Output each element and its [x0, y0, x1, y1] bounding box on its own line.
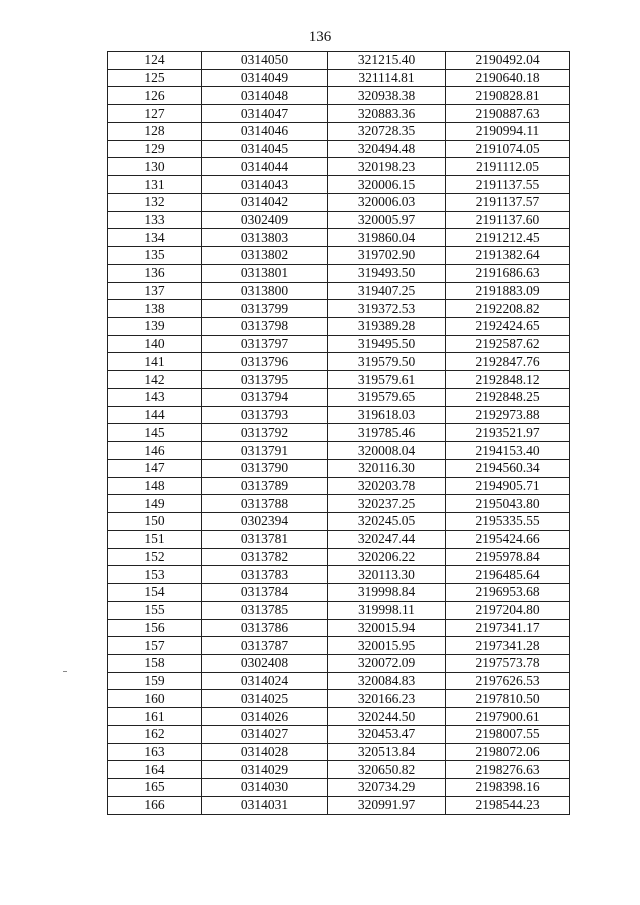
point-id-cell: 0313786 [202, 619, 328, 637]
x-coordinate-cell: 320244.50 [328, 708, 446, 726]
x-coordinate-cell: 320513.84 [328, 743, 446, 761]
y-coordinate-cell: 2191074.05 [446, 140, 570, 158]
table-row [108, 725, 570, 743]
point-id-cell: 0302394 [202, 513, 328, 531]
y-coordinate-cell: 2191686.63 [446, 264, 570, 282]
y-coordinate-cell: 2197341.17 [446, 619, 570, 637]
x-coordinate-cell: 319579.50 [328, 353, 446, 371]
x-coordinate-cell: 320453.47 [328, 725, 446, 743]
table-row [108, 584, 570, 602]
y-coordinate-cell: 2196953.68 [446, 584, 570, 602]
table-row [108, 495, 570, 513]
point-id-cell: 0314025 [202, 690, 328, 708]
x-coordinate-cell: 320237.25 [328, 495, 446, 513]
x-coordinate-cell: 319579.61 [328, 371, 446, 389]
y-coordinate-cell: 2191112.05 [446, 158, 570, 176]
point-id-cell: 0313788 [202, 495, 328, 513]
x-coordinate-cell: 319702.90 [328, 247, 446, 265]
row-index-cell: 163 [108, 743, 202, 761]
point-id-cell: 0314048 [202, 87, 328, 105]
point-id-cell: 0313801 [202, 264, 328, 282]
point-id-cell: 0313793 [202, 406, 328, 424]
x-coordinate-cell: 320206.22 [328, 548, 446, 566]
point-id-cell: 0313787 [202, 637, 328, 655]
point-id-cell: 0314026 [202, 708, 328, 726]
table-row [108, 335, 570, 353]
table-body [108, 52, 570, 815]
table-row [108, 176, 570, 194]
row-index-cell: 150 [108, 513, 202, 531]
y-coordinate-cell: 2190492.04 [446, 52, 570, 70]
point-id-cell: 0313799 [202, 300, 328, 318]
y-coordinate-cell: 2194153.40 [446, 442, 570, 460]
row-index-cell: 145 [108, 424, 202, 442]
x-coordinate-cell: 319389.28 [328, 318, 446, 336]
y-coordinate-cell: 2191137.55 [446, 176, 570, 194]
x-coordinate-cell: 320198.23 [328, 158, 446, 176]
y-coordinate-cell: 2191382.64 [446, 247, 570, 265]
row-index-cell: 147 [108, 459, 202, 477]
point-id-cell: 0313785 [202, 601, 328, 619]
x-coordinate-cell: 320734.29 [328, 779, 446, 797]
point-id-cell: 0313791 [202, 442, 328, 460]
point-id-cell: 0313784 [202, 584, 328, 602]
table-row [108, 69, 570, 87]
table-row [108, 513, 570, 531]
table-row [108, 708, 570, 726]
x-coordinate-cell: 320245.05 [328, 513, 446, 531]
point-id-cell: 0314030 [202, 779, 328, 797]
x-coordinate-cell: 320072.09 [328, 654, 446, 672]
row-index-cell: 139 [108, 318, 202, 336]
x-coordinate-cell: 320494.48 [328, 140, 446, 158]
y-coordinate-cell: 2190640.18 [446, 69, 570, 87]
y-coordinate-cell: 2195978.84 [446, 548, 570, 566]
row-index-cell: 146 [108, 442, 202, 460]
y-coordinate-cell: 2190994.11 [446, 122, 570, 140]
table-row [108, 140, 570, 158]
row-index-cell: 155 [108, 601, 202, 619]
point-id-cell: 0313789 [202, 477, 328, 495]
table-row [108, 87, 570, 105]
table-row [108, 796, 570, 814]
x-coordinate-cell: 320166.23 [328, 690, 446, 708]
y-coordinate-cell: 2198007.55 [446, 725, 570, 743]
row-index-cell: 153 [108, 566, 202, 584]
point-id-cell: 0314050 [202, 52, 328, 70]
x-coordinate-cell: 319579.65 [328, 388, 446, 406]
y-coordinate-cell: 2197810.50 [446, 690, 570, 708]
row-index-cell: 133 [108, 211, 202, 229]
row-index-cell: 152 [108, 548, 202, 566]
x-coordinate-cell: 320728.35 [328, 122, 446, 140]
point-id-cell: 0314045 [202, 140, 328, 158]
x-coordinate-cell: 320247.44 [328, 530, 446, 548]
y-coordinate-cell: 2196485.64 [446, 566, 570, 584]
point-id-cell: 0314031 [202, 796, 328, 814]
y-coordinate-cell: 2193521.97 [446, 424, 570, 442]
coordinates-table [107, 51, 570, 815]
x-coordinate-cell: 320005.97 [328, 211, 446, 229]
y-coordinate-cell: 2194905.71 [446, 477, 570, 495]
y-coordinate-cell: 2192973.88 [446, 406, 570, 424]
point-id-cell: 0313803 [202, 229, 328, 247]
y-coordinate-cell: 2198398.16 [446, 779, 570, 797]
x-coordinate-cell: 321114.81 [328, 69, 446, 87]
y-coordinate-cell: 2194560.34 [446, 459, 570, 477]
point-id-cell: 0314027 [202, 725, 328, 743]
row-index-cell: 143 [108, 388, 202, 406]
x-coordinate-cell: 320116.30 [328, 459, 446, 477]
y-coordinate-cell: 2192848.12 [446, 371, 570, 389]
table-row [108, 406, 570, 424]
table-row [108, 690, 570, 708]
y-coordinate-cell: 2190887.63 [446, 105, 570, 123]
y-coordinate-cell: 2192848.25 [446, 388, 570, 406]
row-index-cell: 166 [108, 796, 202, 814]
row-index-cell: 160 [108, 690, 202, 708]
table-row [108, 158, 570, 176]
x-coordinate-cell: 319998.11 [328, 601, 446, 619]
x-coordinate-cell: 319618.03 [328, 406, 446, 424]
point-id-cell: 0314049 [202, 69, 328, 87]
x-coordinate-cell: 320084.83 [328, 672, 446, 690]
row-index-cell: 157 [108, 637, 202, 655]
x-coordinate-cell: 319860.04 [328, 229, 446, 247]
y-coordinate-cell: 2191137.60 [446, 211, 570, 229]
row-index-cell: 124 [108, 52, 202, 70]
row-index-cell: 129 [108, 140, 202, 158]
y-coordinate-cell: 2198276.63 [446, 761, 570, 779]
x-coordinate-cell: 320006.03 [328, 193, 446, 211]
row-index-cell: 134 [108, 229, 202, 247]
row-index-cell: 131 [108, 176, 202, 194]
y-coordinate-cell: 2198072.06 [446, 743, 570, 761]
x-coordinate-cell: 320113.30 [328, 566, 446, 584]
row-index-cell: 127 [108, 105, 202, 123]
table-row [108, 122, 570, 140]
y-coordinate-cell: 2192208.82 [446, 300, 570, 318]
point-id-cell: 0313795 [202, 371, 328, 389]
point-id-cell: 0302408 [202, 654, 328, 672]
point-id-cell: 0314024 [202, 672, 328, 690]
y-coordinate-cell: 2198544.23 [446, 796, 570, 814]
point-id-cell: 0313794 [202, 388, 328, 406]
point-id-cell: 0313781 [202, 530, 328, 548]
x-coordinate-cell: 320650.82 [328, 761, 446, 779]
row-index-cell: 148 [108, 477, 202, 495]
table-row [108, 105, 570, 123]
point-id-cell: 0302409 [202, 211, 328, 229]
point-id-cell: 0313797 [202, 335, 328, 353]
point-id-cell: 0314043 [202, 176, 328, 194]
page-number: 136 [308, 29, 332, 45]
y-coordinate-cell: 2195424.66 [446, 530, 570, 548]
x-coordinate-cell: 319495.50 [328, 335, 446, 353]
table-row [108, 264, 570, 282]
x-coordinate-cell: 320006.15 [328, 176, 446, 194]
row-index-cell: 128 [108, 122, 202, 140]
row-index-cell: 135 [108, 247, 202, 265]
y-coordinate-cell: 2197626.53 [446, 672, 570, 690]
row-index-cell: 125 [108, 69, 202, 87]
row-index-cell: 144 [108, 406, 202, 424]
x-coordinate-cell: 319372.53 [328, 300, 446, 318]
point-id-cell: 0313796 [202, 353, 328, 371]
x-coordinate-cell: 320008.04 [328, 442, 446, 460]
table-row [108, 424, 570, 442]
point-id-cell: 0313792 [202, 424, 328, 442]
row-index-cell: 156 [108, 619, 202, 637]
table-row [108, 477, 570, 495]
x-coordinate-cell: 319407.25 [328, 282, 446, 300]
table-row [108, 672, 570, 690]
y-coordinate-cell: 2192587.62 [446, 335, 570, 353]
row-index-cell: 140 [108, 335, 202, 353]
y-coordinate-cell: 2195335.55 [446, 513, 570, 531]
point-id-cell: 0314042 [202, 193, 328, 211]
row-index-cell: 159 [108, 672, 202, 690]
point-id-cell: 0313790 [202, 459, 328, 477]
table-row [108, 318, 570, 336]
point-id-cell: 0314046 [202, 122, 328, 140]
x-coordinate-cell: 320938.38 [328, 87, 446, 105]
y-coordinate-cell: 2191212.45 [446, 229, 570, 247]
x-coordinate-cell: 321215.40 [328, 52, 446, 70]
x-coordinate-cell: 319998.84 [328, 584, 446, 602]
table-row [108, 530, 570, 548]
y-coordinate-cell: 2195043.80 [446, 495, 570, 513]
row-index-cell: 136 [108, 264, 202, 282]
y-coordinate-cell: 2191883.09 [446, 282, 570, 300]
row-index-cell: 141 [108, 353, 202, 371]
x-coordinate-cell: 319493.50 [328, 264, 446, 282]
table-row [108, 211, 570, 229]
table-row [108, 442, 570, 460]
row-index-cell: 162 [108, 725, 202, 743]
row-index-cell: 142 [108, 371, 202, 389]
table-row [108, 566, 570, 584]
row-index-cell: 154 [108, 584, 202, 602]
table-row [108, 229, 570, 247]
table-row [108, 761, 570, 779]
row-index-cell: 132 [108, 193, 202, 211]
y-coordinate-cell: 2192424.65 [446, 318, 570, 336]
row-index-cell: 126 [108, 87, 202, 105]
x-coordinate-cell: 320015.94 [328, 619, 446, 637]
row-index-cell: 138 [108, 300, 202, 318]
y-coordinate-cell: 2197341.28 [446, 637, 570, 655]
x-coordinate-cell: 320015.95 [328, 637, 446, 655]
point-id-cell: 0314029 [202, 761, 328, 779]
table-row [108, 52, 570, 70]
table-row [108, 637, 570, 655]
table-row [108, 388, 570, 406]
point-id-cell: 0313802 [202, 247, 328, 265]
x-coordinate-cell: 320991.97 [328, 796, 446, 814]
row-index-cell: 161 [108, 708, 202, 726]
table-row [108, 247, 570, 265]
row-index-cell: 151 [108, 530, 202, 548]
scan-mark [63, 671, 67, 672]
table-row [108, 300, 570, 318]
point-id-cell: 0314028 [202, 743, 328, 761]
y-coordinate-cell: 2190828.81 [446, 87, 570, 105]
table-row [108, 601, 570, 619]
row-index-cell: 164 [108, 761, 202, 779]
row-index-cell: 130 [108, 158, 202, 176]
table-row [108, 282, 570, 300]
table-row [108, 779, 570, 797]
row-index-cell: 165 [108, 779, 202, 797]
y-coordinate-cell: 2191137.57 [446, 193, 570, 211]
y-coordinate-cell: 2197900.61 [446, 708, 570, 726]
point-id-cell: 0313783 [202, 566, 328, 584]
point-id-cell: 0314047 [202, 105, 328, 123]
point-id-cell: 0314044 [202, 158, 328, 176]
table-row [108, 743, 570, 761]
table-row [108, 459, 570, 477]
point-id-cell: 0313798 [202, 318, 328, 336]
x-coordinate-cell: 320203.78 [328, 477, 446, 495]
y-coordinate-cell: 2197573.78 [446, 654, 570, 672]
row-index-cell: 158 [108, 654, 202, 672]
table-row [108, 548, 570, 566]
y-coordinate-cell: 2192847.76 [446, 353, 570, 371]
x-coordinate-cell: 320883.36 [328, 105, 446, 123]
table-row [108, 371, 570, 389]
x-coordinate-cell: 319785.46 [328, 424, 446, 442]
point-id-cell: 0313800 [202, 282, 328, 300]
y-coordinate-cell: 2197204.80 [446, 601, 570, 619]
table-row [108, 619, 570, 637]
point-id-cell: 0313782 [202, 548, 328, 566]
table-row [108, 193, 570, 211]
row-index-cell: 137 [108, 282, 202, 300]
row-index-cell: 149 [108, 495, 202, 513]
table-row [108, 654, 570, 672]
table-row [108, 353, 570, 371]
